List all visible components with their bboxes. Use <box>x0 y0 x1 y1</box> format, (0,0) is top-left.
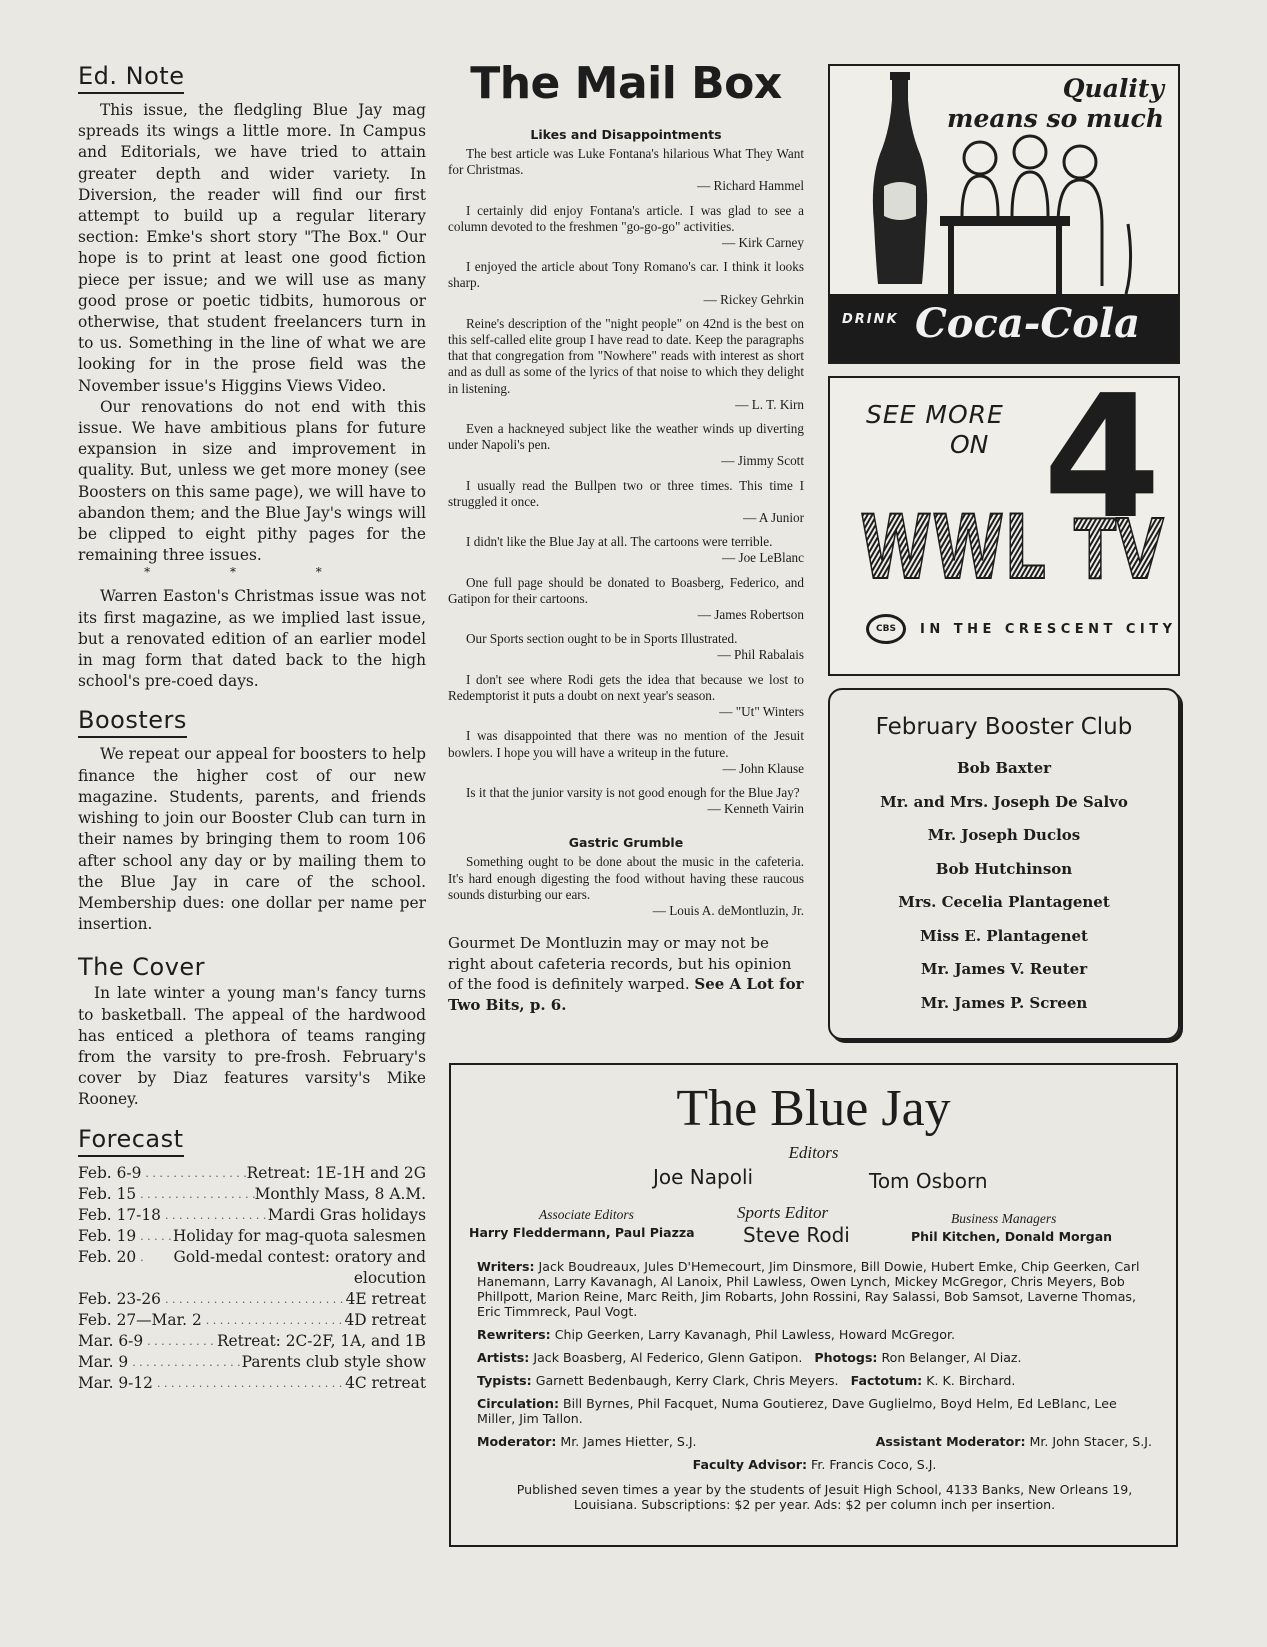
grumble-signature: — Louis A. deMontluzin, Jr. <box>652 902 804 918</box>
forecast-row <box>78 1184 426 1205</box>
forecast-leader-dots <box>128 1352 241 1373</box>
wwl-city-line <box>866 614 1177 644</box>
letter-text: The best article was Luke Fontana's hilarious What They Want for Christmas. <box>448 146 804 178</box>
letter-text: Is it that the junior varsity is not good enough for the Blue Jay? <box>466 784 800 800</box>
forecast-list <box>78 1163 426 1394</box>
wwl-city-text: IN THE CRESCENT CITY <box>920 621 1177 637</box>
boosters-paragraph: We repeat our appeal for boosters to help finance the higher cost of our new magazine. Students, parents, and friends wishing to join our Booster Club can turn in their names by bringing them to room 106 after school any day or by mailing them to the Blue Jay in care of the school. Membership dues: one dollar per name per insertion. <box>78 745 426 934</box>
forecast-row <box>78 1352 426 1373</box>
business-managers-label: Business Managers <box>951 1211 1057 1226</box>
wwl-see-more: SEE MORE <box>866 400 1004 429</box>
forecast-date: Feb. 23-26 <box>78 1289 161 1308</box>
letter-signature: — Richard Hammel <box>697 178 804 194</box>
boosters-body <box>78 744 426 935</box>
letter-text: I usually read the Bullpen two or three times. This time I struggled it once. <box>448 477 804 509</box>
photogs-names: Ron Belanger, Al Diaz. <box>881 1350 1022 1365</box>
letter-signature: — Jimmy Scott <box>721 453 804 469</box>
mailbox-letter <box>448 203 804 252</box>
mailbox-letter <box>448 316 804 413</box>
letter-signature: — Phil Rabalais <box>717 647 804 663</box>
forecast-date: Feb. 17-18 <box>78 1205 161 1224</box>
editor-2: Tom Osborn <box>869 1169 988 1193</box>
moderator-name: Mr. James Hietter, S.J. <box>560 1434 697 1449</box>
booster-club-names <box>830 752 1178 1020</box>
moderator-entry <box>477 1434 697 1449</box>
moderator-label: Moderator: <box>477 1434 557 1449</box>
rewriters-line <box>477 1327 1152 1342</box>
sports-editor-name: Steve Rodi <box>743 1223 850 1247</box>
grumble-text: Something ought to be done about the music in the cafeteria. It's hard enough digesting the food without having these raucous sounds disturbing our ears. <box>448 854 804 902</box>
artists-names: Jack Boasberg, Al Federico, Glenn Gatipon. <box>533 1350 803 1365</box>
booster-name: Mrs. Cecelia Plantagenet <box>898 893 1110 911</box>
forecast-event: 4D retreat <box>344 1310 426 1329</box>
mailbox-editor-note <box>448 933 804 1015</box>
cover-paragraph: In late winter a young man's fancy turns to basketball. The appeal of the hardwood has enticed a plethora of teams ranging from the varsity to pre-frosh. February's cover by Diaz features varsity's Mike Rooney. <box>78 984 426 1109</box>
letter-signature: — Kenneth Vairin <box>707 801 804 817</box>
asst-moderator-entry <box>876 1434 1152 1449</box>
ed-note-heading: Ed. Note <box>78 62 184 94</box>
ed-note-paragraph-1: This issue, the fledgling Blue Jay mag spreads its wings a little more. In Campus and Editorials, we have tried to attain greater depth and wider variety. In Diversion, the reader will find our first attempt to build up a regular literary section: Emke's short story "The Box." Our hope is to print at least one good fiction piece per issue; and we will use as many good prose or poetic tidbits, humorous or otherwise, that student freelancers turn in to us. Something in the line of what we are looking for in the prose field was the November issue's Higgins Views Video. <box>78 101 426 395</box>
asst-moderator-label: Assistant Moderator: <box>875 1434 1026 1449</box>
typists-line <box>477 1373 1152 1388</box>
forecast-row <box>78 1247 426 1289</box>
forecast-row <box>78 1205 426 1226</box>
forecast-leader-dots <box>143 1331 217 1352</box>
mailbox-letter <box>448 146 804 195</box>
booster-name: Mr. James P. Screen <box>920 993 1088 1012</box>
mailbox-letter <box>448 672 804 721</box>
faculty-name: Fr. Francis Coco, S.J. <box>811 1457 937 1472</box>
forecast-event: Retreat: 1E-1H and 2G <box>246 1163 426 1182</box>
booster-name: Miss E. Plantagenet <box>920 926 1088 945</box>
forecast-event: Mardi Gras holidays <box>267 1205 426 1224</box>
factotum-label: Factotum: <box>850 1373 923 1388</box>
grumble-subheading: Gastric Grumble <box>568 835 684 851</box>
editor-note-link[interactable]: See A Lot for Two Bits, p. 6. <box>448 975 804 1014</box>
letter-text: Our Sports section ought to be in Sports Illustrated. <box>466 631 738 647</box>
letter-signature: — A Junior <box>743 510 804 526</box>
forecast-row <box>78 1289 426 1310</box>
coke-slogan-line-2: means so much <box>947 104 1164 133</box>
writers-names: Jack Boudreaux, Jules D'Hemecourt, Jim Dinsmore, Bill Dowie, Hubert Emke, Chip Geerken, Carl Hanemann, Larry Kavanagh, Al Lanoix, Phil Lawless, Owen Lynch, Mickey McGregor, Chris Meyers, Bob Phillpott, Marion Reine, Marc Reith, Jim Robarts, John Rossini, Ray Salassi, Bob Samsot, Laverne Thomas, Eric Timmreck, Paul Vogt. <box>477 1259 1140 1319</box>
letter-signature: — Joe LeBlanc <box>721 550 804 566</box>
circulation-label: Circulation: <box>477 1396 560 1411</box>
letter-signature: — "Ut" Winters <box>719 704 804 720</box>
photogs-label: Photogs: <box>814 1350 878 1365</box>
forecast-event: Retreat: 2C-2F, 1A, and 1B <box>216 1331 426 1350</box>
letter-signature: — James Robertson <box>697 607 804 623</box>
factotum-name: K. K. Birchard. <box>926 1373 1016 1388</box>
forecast-leader-dots <box>161 1205 268 1226</box>
forecast-event: 4E retreat <box>345 1289 426 1308</box>
coke-slogan <box>947 74 1164 134</box>
forecast-leader-dots <box>141 1163 246 1184</box>
wwl-on: ON <box>950 430 989 459</box>
cover-body <box>78 983 426 1110</box>
editor-note-text: Gourmet De Montluzin may or may not be right about cafeteria records, but his opinion of the food is definitely warped. <box>448 934 792 994</box>
wwl-tv-letters: TV <box>1074 503 1165 598</box>
forecast-leader-dots <box>136 1184 254 1205</box>
faculty-line <box>477 1457 1152 1472</box>
masthead-credits <box>477 1259 1152 1520</box>
forecast-leader-dots <box>153 1373 345 1394</box>
coke-slogan-line-1: Quality <box>1062 74 1164 103</box>
mailbox-title: The Mail Box <box>470 58 782 109</box>
forecast-leader-dots <box>161 1289 346 1310</box>
letter-signature: — Kirk Carney <box>721 235 804 251</box>
right-column <box>828 64 1180 1040</box>
forecast-event: Parents club style show <box>241 1352 426 1371</box>
associate-editors-names: Harry Fleddermann, Paul Piazza <box>469 1225 695 1240</box>
masthead <box>449 1063 1178 1547</box>
forecast-date: Mar. 9-12 <box>78 1373 153 1392</box>
mailbox-letter <box>448 534 804 566</box>
forecast-date: Feb. 15 <box>78 1184 137 1203</box>
editor-1: Joe Napoli <box>653 1165 754 1189</box>
cbs-eye-icon: CBS <box>866 614 906 644</box>
likes-subheading: Likes and Disappointments <box>530 127 722 142</box>
rewriters-names: Chip Geerken, Larry Kavanagh, Phil Lawless, Howard McGregor. <box>554 1327 956 1342</box>
letter-text: I certainly did enjoy Fontana's article. I was glad to see a column devoted to the freshmen "go-go-go" activities. <box>448 202 804 234</box>
booster-club-title: February Booster Club <box>875 714 1133 740</box>
booster-name: Bob Baxter <box>956 759 1052 777</box>
letter-text: I was disappointed that there was no mention of the Jesuit bowlers. I hope you will have a writeup in the future. <box>448 728 804 760</box>
typists-label: Typists: <box>477 1373 532 1388</box>
forecast-leader-dots <box>136 1226 173 1247</box>
forecast-row <box>78 1226 426 1247</box>
booster-name: Mr. James V. Reuter <box>920 960 1088 978</box>
asst-moderator-name: Mr. John Stacer, S.J. <box>1029 1434 1152 1449</box>
letter-text: I enjoyed the article about Tony Romano's car. I think it looks sharp. <box>448 259 804 291</box>
wwl-tv-ad <box>828 376 1180 676</box>
letter-text: I don't see where Rodi gets the idea that because we lost to Redemptorist it puts a doubt on next year's season. <box>448 671 804 703</box>
forecast-row <box>78 1331 426 1352</box>
mailbox-column <box>448 58 804 1015</box>
letter-signature: — John Klause <box>722 760 804 776</box>
forecast-row <box>78 1310 426 1331</box>
forecast-heading: Forecast <box>78 1125 184 1157</box>
writers-label: Writers: <box>477 1259 535 1274</box>
artists-line <box>477 1350 1152 1365</box>
ed-note-paragraph-3: Warren Easton's Christmas issue was not its first magazine, as we implied last issue, but a renovated edition of an earlier model in mag form that dated back to the high school's pre-coed days. <box>78 587 426 691</box>
forecast-event: Gold-medal contest: oratory and elocution <box>173 1247 426 1287</box>
booster-name: Mr. Joseph Duclos <box>927 826 1081 844</box>
forecast-leader-dots <box>136 1247 144 1289</box>
letters-list <box>448 146 804 817</box>
mailbox-letter <box>448 575 804 624</box>
forecast-event: Holiday for mag-quota salesmen <box>172 1226 426 1245</box>
mailbox-letter <box>448 785 804 817</box>
ed-note-body <box>78 100 426 692</box>
boosters-heading: Boosters <box>78 706 187 738</box>
masthead-title: The Blue Jay <box>676 1080 951 1137</box>
booster-club-box <box>828 688 1180 1040</box>
circulation-line <box>477 1396 1152 1426</box>
coke-logo-bar <box>830 294 1178 362</box>
letter-text: One full page should be donated to Boasberg, Federico, and Gatipon for their cartoons. <box>448 574 804 606</box>
letter-signature: — Rickey Gehrkin <box>703 291 804 307</box>
letter-text: I didn't like the Blue Jay at all. The cartoons were terrible. <box>466 534 773 550</box>
wwl-channel-number: 4 <box>1042 378 1162 557</box>
forecast-date: Feb. 20 <box>78 1247 137 1266</box>
forecast-date: Feb. 27—Mar. 2 <box>78 1310 202 1329</box>
wwl-call-letters: WWL <box>860 496 1046 599</box>
circulation-names: Bill Byrnes, Phil Facquet, Numa Goutierez, Dave Guglielmo, Boyd Helm, Ed LeBlanc, Lee Miller, Jim Tallon. <box>477 1396 1117 1426</box>
forecast-row <box>78 1373 426 1394</box>
forecast-event: 4C retreat <box>345 1373 426 1392</box>
moderators-line <box>477 1434 1152 1449</box>
mailbox-letter <box>448 478 804 527</box>
left-column <box>78 62 426 1394</box>
coke-drink-label: DRINK <box>842 312 899 327</box>
artists-label: Artists: <box>477 1350 530 1365</box>
associate-editors-label: Associate Editors <box>539 1207 634 1222</box>
forecast-date: Feb. 19 <box>78 1226 137 1245</box>
business-managers-names: Phil Kitchen, Donald Morgan <box>911 1229 1113 1244</box>
mailbox-letter <box>448 631 804 663</box>
publication-info: Published seven times a year by the students of Jesuit High School, 4133 Banks, New Orleans 19, Louisiana. Subscriptions: $2 per year. Ads: $2 per column inch per insertion. <box>516 1482 1133 1512</box>
editors-label: Editors <box>788 1143 839 1162</box>
coca-cola-ad <box>828 64 1180 364</box>
mailbox-letter <box>448 259 804 308</box>
forecast-leader-dots <box>202 1310 345 1331</box>
booster-name: Mr. and Mrs. Joseph De Salvo <box>880 792 1128 811</box>
forecast-date: Feb. 6-9 <box>78 1163 142 1182</box>
mailbox-letter <box>448 421 804 470</box>
booster-name: Bob Hutchinson <box>935 859 1073 878</box>
ed-note-paragraph-2: Our renovations do not end with this issue. We have ambitious plans for future expansion in size and improvement in quality. But, unless we get more money (see Boosters on this same page), we will have to abandon them; and the Blue Jay's wings will be clipped to eight pithy pages for the remaining three issues. <box>78 397 426 565</box>
forecast-event: Monthly Mass, 8 A.M. <box>254 1184 426 1203</box>
cover-heading: The Cover <box>78 953 206 982</box>
letter-text: Even a hackneyed subject like the weather winds up diverting under Napoli's pen. <box>448 421 804 453</box>
rewriters-label: Rewriters: <box>477 1327 551 1342</box>
forecast-date: Mar. 9 <box>78 1352 129 1371</box>
forecast-date: Mar. 6-9 <box>78 1331 144 1350</box>
forecast-row <box>78 1163 426 1184</box>
section-stars: * * * <box>144 565 360 580</box>
grumble-letter <box>448 854 804 919</box>
coke-logo: Coca-Cola <box>914 300 1140 347</box>
faculty-label: Faculty Advisor: <box>692 1457 807 1472</box>
letter-signature: — L. T. Kirn <box>735 396 804 412</box>
sports-editor-label: Sports Editor <box>737 1203 829 1222</box>
writers-line <box>477 1259 1152 1319</box>
mailbox-letter <box>448 728 804 777</box>
typists-names: Garnett Bedenbaugh, Kerry Clark, Chris Meyers. <box>535 1373 839 1388</box>
letter-text: Reine's description of the "night people" on 42nd is the best on this self-called elite group I have read to date. Keep the paragraphs that that congregation from "Nowhere" reads with interest as short and as dull as some of the lyrics of that noise to which they delight in listening. <box>448 315 804 396</box>
